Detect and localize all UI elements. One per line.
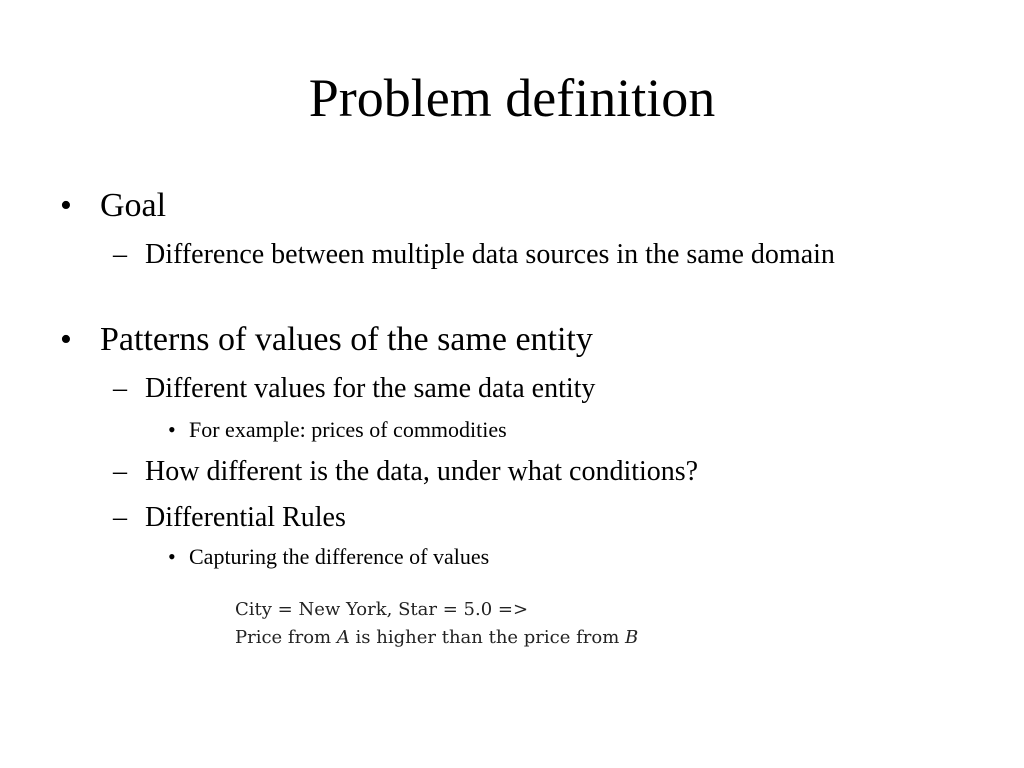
dash-marker: – — [113, 239, 127, 270]
rule-consequence: Price from A is higher than the price from B — [235, 627, 639, 648]
subbullet-text: Differential Rules — [145, 502, 346, 533]
rule-condition: City = New York, Star = 5.0 => — [235, 599, 529, 620]
dash-marker: – — [113, 456, 127, 487]
dash-marker: – — [113, 373, 127, 404]
differential-rule-example — [235, 596, 638, 652]
dash-marker: – — [113, 502, 127, 533]
slide-title: Problem definition — [308, 68, 716, 128]
subbullet-text: How different is the data, under what conditions? — [145, 456, 699, 487]
small-bullet-marker: • — [168, 544, 176, 569]
subsubbullet-text: For example: prices of commodities — [189, 417, 507, 442]
subbullet-text: Different values for the same data entity — [145, 373, 596, 404]
bullet-marker: • — [60, 187, 72, 224]
small-bullet-marker: • — [168, 417, 176, 442]
subbullet-text: Difference between multiple data sources in the same domain — [145, 239, 835, 270]
bullet-patterns-text: Patterns of values of the same entity — [100, 321, 593, 358]
subsubbullet-text: Capturing the difference of values — [189, 544, 490, 569]
bullet-goal-text: Goal — [100, 187, 167, 224]
bullet-marker: • — [60, 321, 72, 358]
